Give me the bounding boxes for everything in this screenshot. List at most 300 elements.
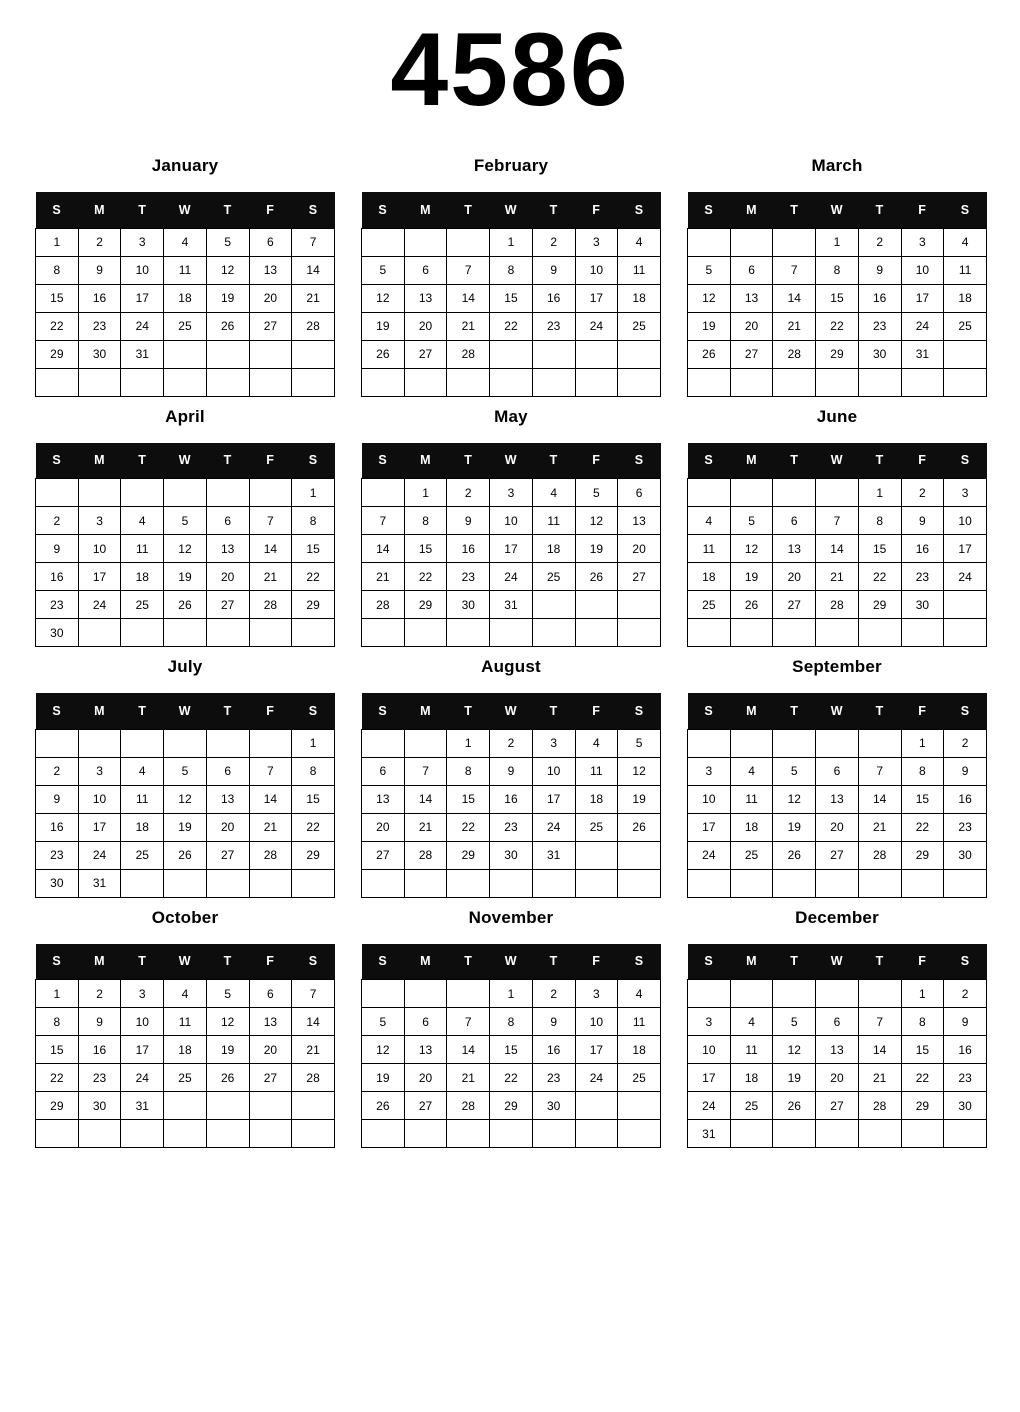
- day-cell[interactable]: 12: [164, 785, 207, 813]
- day-cell[interactable]: 17: [944, 535, 987, 563]
- day-cell[interactable]: 5: [773, 757, 816, 785]
- day-cell[interactable]: 30: [858, 340, 901, 368]
- day-cell[interactable]: 30: [78, 340, 121, 368]
- day-cell[interactable]: 9: [78, 256, 121, 284]
- day-cell[interactable]: 7: [773, 256, 816, 284]
- day-cell[interactable]: 6: [206, 507, 249, 535]
- day-cell[interactable]: 4: [618, 980, 661, 1008]
- day-cell[interactable]: 17: [575, 284, 618, 312]
- day-cell[interactable]: 4: [532, 479, 575, 507]
- day-cell[interactable]: 13: [730, 284, 773, 312]
- day-cell[interactable]: 7: [447, 1008, 490, 1036]
- day-cell[interactable]: 13: [206, 785, 249, 813]
- day-cell[interactable]: 7: [858, 757, 901, 785]
- day-cell[interactable]: 15: [36, 1036, 79, 1064]
- day-cell[interactable]: 16: [944, 1036, 987, 1064]
- day-cell[interactable]: 21: [249, 563, 292, 591]
- day-cell[interactable]: 25: [688, 591, 731, 619]
- day-cell[interactable]: 3: [688, 757, 731, 785]
- day-cell[interactable]: 15: [901, 1036, 944, 1064]
- day-cell[interactable]: 1: [816, 228, 859, 256]
- day-cell[interactable]: 3: [688, 1008, 731, 1036]
- day-cell[interactable]: 4: [575, 729, 618, 757]
- day-cell[interactable]: 23: [36, 841, 79, 869]
- day-cell[interactable]: 12: [206, 1008, 249, 1036]
- day-cell[interactable]: 9: [78, 1008, 121, 1036]
- day-cell[interactable]: 2: [447, 479, 490, 507]
- day-cell[interactable]: 11: [618, 256, 661, 284]
- day-cell[interactable]: 28: [292, 1064, 335, 1092]
- day-cell[interactable]: 4: [730, 1008, 773, 1036]
- day-cell[interactable]: 26: [575, 563, 618, 591]
- day-cell[interactable]: 18: [575, 785, 618, 813]
- day-cell[interactable]: 12: [773, 785, 816, 813]
- day-cell[interactable]: 23: [36, 591, 79, 619]
- day-cell[interactable]: 28: [249, 841, 292, 869]
- day-cell[interactable]: 30: [447, 591, 490, 619]
- day-cell[interactable]: 19: [164, 563, 207, 591]
- day-cell[interactable]: 5: [618, 729, 661, 757]
- day-cell[interactable]: 19: [773, 1064, 816, 1092]
- day-cell[interactable]: 24: [532, 813, 575, 841]
- day-cell[interactable]: 28: [292, 312, 335, 340]
- day-cell[interactable]: 2: [901, 479, 944, 507]
- day-cell[interactable]: 14: [858, 1036, 901, 1064]
- day-cell[interactable]: 28: [816, 591, 859, 619]
- day-cell[interactable]: 25: [575, 813, 618, 841]
- day-cell[interactable]: 25: [164, 1064, 207, 1092]
- day-cell[interactable]: 6: [730, 256, 773, 284]
- day-cell[interactable]: 7: [404, 757, 447, 785]
- day-cell[interactable]: 29: [447, 841, 490, 869]
- day-cell[interactable]: 15: [901, 785, 944, 813]
- day-cell[interactable]: 20: [816, 813, 859, 841]
- day-cell[interactable]: 13: [618, 507, 661, 535]
- day-cell[interactable]: 7: [249, 507, 292, 535]
- day-cell[interactable]: 15: [490, 1036, 533, 1064]
- day-cell[interactable]: 5: [164, 507, 207, 535]
- day-cell[interactable]: 8: [858, 507, 901, 535]
- day-cell[interactable]: 19: [730, 563, 773, 591]
- day-cell[interactable]: 9: [532, 256, 575, 284]
- day-cell[interactable]: 30: [944, 841, 987, 869]
- day-cell[interactable]: 8: [404, 507, 447, 535]
- day-cell[interactable]: 2: [36, 757, 79, 785]
- day-cell[interactable]: 12: [362, 1036, 405, 1064]
- day-cell[interactable]: 24: [575, 1064, 618, 1092]
- day-cell[interactable]: 8: [490, 256, 533, 284]
- day-cell[interactable]: 11: [532, 507, 575, 535]
- day-cell[interactable]: 5: [206, 228, 249, 256]
- day-cell[interactable]: 22: [292, 813, 335, 841]
- day-cell[interactable]: 25: [121, 591, 164, 619]
- day-cell[interactable]: 6: [618, 479, 661, 507]
- day-cell[interactable]: 8: [447, 757, 490, 785]
- day-cell[interactable]: 17: [575, 1036, 618, 1064]
- day-cell[interactable]: 4: [688, 507, 731, 535]
- day-cell[interactable]: 15: [816, 284, 859, 312]
- day-cell[interactable]: 10: [78, 535, 121, 563]
- day-cell[interactable]: 5: [362, 1008, 405, 1036]
- day-cell[interactable]: 23: [901, 563, 944, 591]
- day-cell[interactable]: 26: [362, 1092, 405, 1120]
- day-cell[interactable]: 23: [78, 1064, 121, 1092]
- day-cell[interactable]: 19: [164, 813, 207, 841]
- day-cell[interactable]: 28: [447, 1092, 490, 1120]
- day-cell[interactable]: 23: [944, 1064, 987, 1092]
- day-cell[interactable]: 10: [121, 256, 164, 284]
- day-cell[interactable]: 2: [944, 729, 987, 757]
- day-cell[interactable]: 16: [532, 1036, 575, 1064]
- day-cell[interactable]: 11: [730, 1036, 773, 1064]
- day-cell[interactable]: 8: [901, 757, 944, 785]
- day-cell[interactable]: 14: [404, 785, 447, 813]
- day-cell[interactable]: 5: [730, 507, 773, 535]
- day-cell[interactable]: 29: [292, 591, 335, 619]
- day-cell[interactable]: 19: [773, 813, 816, 841]
- day-cell[interactable]: 17: [688, 813, 731, 841]
- day-cell[interactable]: 1: [36, 228, 79, 256]
- day-cell[interactable]: 16: [901, 535, 944, 563]
- day-cell[interactable]: 13: [249, 1008, 292, 1036]
- day-cell[interactable]: 19: [206, 1036, 249, 1064]
- day-cell[interactable]: 26: [362, 340, 405, 368]
- day-cell[interactable]: 21: [773, 312, 816, 340]
- day-cell[interactable]: 16: [490, 785, 533, 813]
- day-cell[interactable]: 27: [206, 591, 249, 619]
- day-cell[interactable]: 24: [944, 563, 987, 591]
- day-cell[interactable]: 14: [292, 256, 335, 284]
- day-cell[interactable]: 11: [164, 1008, 207, 1036]
- day-cell[interactable]: 2: [858, 228, 901, 256]
- day-cell[interactable]: 13: [404, 1036, 447, 1064]
- day-cell[interactable]: 10: [78, 785, 121, 813]
- day-cell[interactable]: 26: [688, 340, 731, 368]
- day-cell[interactable]: 20: [206, 563, 249, 591]
- day-cell[interactable]: 9: [858, 256, 901, 284]
- day-cell[interactable]: 14: [447, 284, 490, 312]
- day-cell[interactable]: 27: [730, 340, 773, 368]
- day-cell[interactable]: 10: [532, 757, 575, 785]
- day-cell[interactable]: 30: [36, 619, 79, 647]
- day-cell[interactable]: 24: [901, 312, 944, 340]
- day-cell[interactable]: 5: [206, 980, 249, 1008]
- day-cell[interactable]: 15: [292, 785, 335, 813]
- day-cell[interactable]: 17: [121, 1036, 164, 1064]
- day-cell[interactable]: 12: [618, 757, 661, 785]
- day-cell[interactable]: 26: [206, 1064, 249, 1092]
- day-cell[interactable]: 22: [36, 1064, 79, 1092]
- day-cell[interactable]: 3: [121, 980, 164, 1008]
- day-cell[interactable]: 11: [164, 256, 207, 284]
- day-cell[interactable]: 9: [447, 507, 490, 535]
- day-cell[interactable]: 7: [816, 507, 859, 535]
- day-cell[interactable]: 26: [773, 1092, 816, 1120]
- day-cell[interactable]: 18: [688, 563, 731, 591]
- day-cell[interactable]: 1: [292, 479, 335, 507]
- day-cell[interactable]: 1: [901, 729, 944, 757]
- day-cell[interactable]: 20: [404, 312, 447, 340]
- day-cell[interactable]: 31: [532, 841, 575, 869]
- day-cell[interactable]: 21: [404, 813, 447, 841]
- day-cell[interactable]: 29: [901, 1092, 944, 1120]
- day-cell[interactable]: 7: [292, 980, 335, 1008]
- day-cell[interactable]: 29: [36, 1092, 79, 1120]
- day-cell[interactable]: 2: [78, 980, 121, 1008]
- day-cell[interactable]: 30: [532, 1092, 575, 1120]
- day-cell[interactable]: 26: [206, 312, 249, 340]
- day-cell[interactable]: 21: [362, 563, 405, 591]
- day-cell[interactable]: 4: [121, 757, 164, 785]
- day-cell[interactable]: 15: [292, 535, 335, 563]
- day-cell[interactable]: 19: [362, 1064, 405, 1092]
- day-cell[interactable]: 6: [206, 757, 249, 785]
- day-cell[interactable]: 7: [447, 256, 490, 284]
- day-cell[interactable]: 24: [688, 841, 731, 869]
- day-cell[interactable]: 18: [121, 813, 164, 841]
- day-cell[interactable]: 14: [362, 535, 405, 563]
- day-cell[interactable]: 1: [901, 980, 944, 1008]
- day-cell[interactable]: 25: [618, 1064, 661, 1092]
- day-cell[interactable]: 30: [36, 869, 79, 897]
- day-cell[interactable]: 25: [618, 312, 661, 340]
- day-cell[interactable]: 10: [121, 1008, 164, 1036]
- day-cell[interactable]: 13: [816, 1036, 859, 1064]
- day-cell[interactable]: 9: [901, 507, 944, 535]
- day-cell[interactable]: 27: [206, 841, 249, 869]
- day-cell[interactable]: 8: [816, 256, 859, 284]
- day-cell[interactable]: 6: [404, 256, 447, 284]
- day-cell[interactable]: 30: [78, 1092, 121, 1120]
- day-cell[interactable]: 15: [404, 535, 447, 563]
- day-cell[interactable]: 14: [249, 785, 292, 813]
- day-cell[interactable]: 3: [944, 479, 987, 507]
- day-cell[interactable]: 15: [490, 284, 533, 312]
- day-cell[interactable]: 19: [575, 535, 618, 563]
- day-cell[interactable]: 1: [858, 479, 901, 507]
- day-cell[interactable]: 25: [730, 1092, 773, 1120]
- day-cell[interactable]: 18: [618, 284, 661, 312]
- day-cell[interactable]: 29: [292, 841, 335, 869]
- day-cell[interactable]: 20: [404, 1064, 447, 1092]
- day-cell[interactable]: 1: [490, 980, 533, 1008]
- day-cell[interactable]: 11: [575, 757, 618, 785]
- day-cell[interactable]: 8: [36, 256, 79, 284]
- day-cell[interactable]: 31: [78, 869, 121, 897]
- day-cell[interactable]: 27: [816, 841, 859, 869]
- day-cell[interactable]: 22: [404, 563, 447, 591]
- day-cell[interactable]: 21: [292, 284, 335, 312]
- day-cell[interactable]: 2: [490, 729, 533, 757]
- day-cell[interactable]: 2: [78, 228, 121, 256]
- day-cell[interactable]: 28: [773, 340, 816, 368]
- day-cell[interactable]: 20: [730, 312, 773, 340]
- day-cell[interactable]: 22: [816, 312, 859, 340]
- day-cell[interactable]: 28: [249, 591, 292, 619]
- day-cell[interactable]: 14: [858, 785, 901, 813]
- day-cell[interactable]: 10: [944, 507, 987, 535]
- day-cell[interactable]: 20: [249, 1036, 292, 1064]
- day-cell[interactable]: 2: [36, 507, 79, 535]
- day-cell[interactable]: 17: [901, 284, 944, 312]
- day-cell[interactable]: 29: [36, 340, 79, 368]
- day-cell[interactable]: 3: [901, 228, 944, 256]
- day-cell[interactable]: 18: [730, 813, 773, 841]
- day-cell[interactable]: 25: [532, 563, 575, 591]
- day-cell[interactable]: 1: [36, 980, 79, 1008]
- day-cell[interactable]: 17: [121, 284, 164, 312]
- day-cell[interactable]: 11: [121, 535, 164, 563]
- day-cell[interactable]: 31: [121, 340, 164, 368]
- day-cell[interactable]: 18: [164, 1036, 207, 1064]
- day-cell[interactable]: 12: [773, 1036, 816, 1064]
- day-cell[interactable]: 17: [78, 813, 121, 841]
- day-cell[interactable]: 4: [164, 228, 207, 256]
- day-cell[interactable]: 25: [944, 312, 987, 340]
- day-cell[interactable]: 20: [816, 1064, 859, 1092]
- day-cell[interactable]: 4: [730, 757, 773, 785]
- day-cell[interactable]: 24: [688, 1092, 731, 1120]
- day-cell[interactable]: 22: [447, 813, 490, 841]
- day-cell[interactable]: 19: [362, 312, 405, 340]
- day-cell[interactable]: 30: [490, 841, 533, 869]
- day-cell[interactable]: 4: [944, 228, 987, 256]
- day-cell[interactable]: 3: [490, 479, 533, 507]
- day-cell[interactable]: 29: [816, 340, 859, 368]
- day-cell[interactable]: 20: [362, 813, 405, 841]
- day-cell[interactable]: 31: [121, 1092, 164, 1120]
- day-cell[interactable]: 18: [121, 563, 164, 591]
- day-cell[interactable]: 6: [249, 228, 292, 256]
- day-cell[interactable]: 11: [618, 1008, 661, 1036]
- day-cell[interactable]: 21: [858, 813, 901, 841]
- day-cell[interactable]: 6: [362, 757, 405, 785]
- day-cell[interactable]: 9: [944, 757, 987, 785]
- day-cell[interactable]: 4: [618, 228, 661, 256]
- day-cell[interactable]: 14: [249, 535, 292, 563]
- day-cell[interactable]: 12: [575, 507, 618, 535]
- day-cell[interactable]: 3: [575, 228, 618, 256]
- day-cell[interactable]: 23: [858, 312, 901, 340]
- day-cell[interactable]: 24: [78, 591, 121, 619]
- day-cell[interactable]: 5: [362, 256, 405, 284]
- day-cell[interactable]: 26: [164, 591, 207, 619]
- day-cell[interactable]: 15: [447, 785, 490, 813]
- day-cell[interactable]: 7: [249, 757, 292, 785]
- day-cell[interactable]: 24: [490, 563, 533, 591]
- day-cell[interactable]: 23: [532, 312, 575, 340]
- day-cell[interactable]: 29: [901, 841, 944, 869]
- day-cell[interactable]: 21: [447, 1064, 490, 1092]
- day-cell[interactable]: 1: [447, 729, 490, 757]
- day-cell[interactable]: 11: [944, 256, 987, 284]
- day-cell[interactable]: 13: [773, 535, 816, 563]
- day-cell[interactable]: 23: [78, 312, 121, 340]
- day-cell[interactable]: 27: [618, 563, 661, 591]
- day-cell[interactable]: 24: [121, 1064, 164, 1092]
- day-cell[interactable]: 22: [490, 1064, 533, 1092]
- day-cell[interactable]: 31: [490, 591, 533, 619]
- day-cell[interactable]: 3: [121, 228, 164, 256]
- day-cell[interactable]: 21: [858, 1064, 901, 1092]
- day-cell[interactable]: 9: [490, 757, 533, 785]
- day-cell[interactable]: 16: [944, 785, 987, 813]
- day-cell[interactable]: 27: [816, 1092, 859, 1120]
- day-cell[interactable]: 13: [206, 535, 249, 563]
- day-cell[interactable]: 8: [292, 507, 335, 535]
- day-cell[interactable]: 22: [858, 563, 901, 591]
- day-cell[interactable]: 17: [490, 535, 533, 563]
- day-cell[interactable]: 9: [36, 785, 79, 813]
- day-cell[interactable]: 14: [816, 535, 859, 563]
- day-cell[interactable]: 1: [292, 729, 335, 757]
- day-cell[interactable]: 27: [249, 1064, 292, 1092]
- day-cell[interactable]: 28: [404, 841, 447, 869]
- day-cell[interactable]: 21: [292, 1036, 335, 1064]
- day-cell[interactable]: 25: [164, 312, 207, 340]
- day-cell[interactable]: 26: [730, 591, 773, 619]
- day-cell[interactable]: 13: [816, 785, 859, 813]
- day-cell[interactable]: 13: [362, 785, 405, 813]
- day-cell[interactable]: 5: [688, 256, 731, 284]
- day-cell[interactable]: 1: [404, 479, 447, 507]
- day-cell[interactable]: 26: [773, 841, 816, 869]
- day-cell[interactable]: 16: [36, 563, 79, 591]
- day-cell[interactable]: 5: [575, 479, 618, 507]
- day-cell[interactable]: 2: [532, 980, 575, 1008]
- day-cell[interactable]: 23: [490, 813, 533, 841]
- day-cell[interactable]: 31: [688, 1120, 731, 1148]
- day-cell[interactable]: 17: [532, 785, 575, 813]
- day-cell[interactable]: 29: [858, 591, 901, 619]
- day-cell[interactable]: 4: [164, 980, 207, 1008]
- day-cell[interactable]: 17: [688, 1064, 731, 1092]
- day-cell[interactable]: 16: [78, 284, 121, 312]
- day-cell[interactable]: 22: [901, 1064, 944, 1092]
- day-cell[interactable]: 6: [773, 507, 816, 535]
- day-cell[interactable]: 20: [249, 284, 292, 312]
- day-cell[interactable]: 20: [206, 813, 249, 841]
- day-cell[interactable]: 21: [447, 312, 490, 340]
- day-cell[interactable]: 17: [78, 563, 121, 591]
- day-cell[interactable]: 30: [944, 1092, 987, 1120]
- day-cell[interactable]: 25: [730, 841, 773, 869]
- day-cell[interactable]: 8: [490, 1008, 533, 1036]
- day-cell[interactable]: 8: [36, 1008, 79, 1036]
- day-cell[interactable]: 10: [688, 1036, 731, 1064]
- day-cell[interactable]: 12: [206, 256, 249, 284]
- day-cell[interactable]: 23: [944, 813, 987, 841]
- day-cell[interactable]: 1: [490, 228, 533, 256]
- day-cell[interactable]: 18: [618, 1036, 661, 1064]
- day-cell[interactable]: 10: [490, 507, 533, 535]
- day-cell[interactable]: 16: [447, 535, 490, 563]
- day-cell[interactable]: 12: [688, 284, 731, 312]
- day-cell[interactable]: 27: [773, 591, 816, 619]
- day-cell[interactable]: 12: [730, 535, 773, 563]
- day-cell[interactable]: 16: [858, 284, 901, 312]
- day-cell[interactable]: 20: [618, 535, 661, 563]
- day-cell[interactable]: 18: [532, 535, 575, 563]
- day-cell[interactable]: 12: [164, 535, 207, 563]
- day-cell[interactable]: 4: [121, 507, 164, 535]
- day-cell[interactable]: 7: [858, 1008, 901, 1036]
- day-cell[interactable]: 18: [944, 284, 987, 312]
- day-cell[interactable]: 29: [404, 591, 447, 619]
- day-cell[interactable]: 28: [858, 841, 901, 869]
- day-cell[interactable]: 16: [532, 284, 575, 312]
- day-cell[interactable]: 19: [688, 312, 731, 340]
